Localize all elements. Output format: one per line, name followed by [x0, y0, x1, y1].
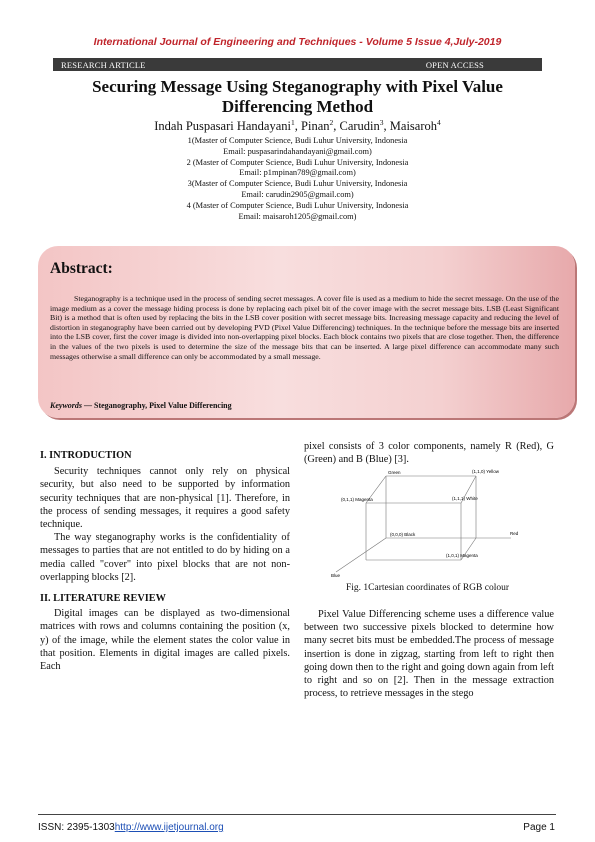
footer-issn [38, 822, 224, 833]
author-sup: 1 [291, 118, 295, 127]
research-article-tag: RESEARCH ARTICLE [61, 59, 146, 70]
paragraph: Security techniques cannot only rely on physical security, but also need to be supported by information security techniques that are non-physical [1]. Therefore, in the process of sending messages, it requires a good safety technique. [40, 466, 290, 531]
label-black: (0,0,0) Black [390, 532, 416, 537]
paragraph: Pixel Value Differencing scheme uses a difference value between two successive pixels blocked to determine how many secret bits must be embedded.The process of message insertion is done in zigzag, starting from left to right then going down then to the right and going down again from left to right and so on [2]. Then in the message extraction process, to retrieve messages in the stego [304, 609, 554, 700]
paragraph: The way steganography works is the confidentiality of messages to parties that are not entitled to do by hiding on a media called "cover" into pixel blocks that are not non-overlapping blocks [2]. [40, 532, 290, 583]
paper-title [40, 77, 555, 117]
affiliation-line: Email: maisaroh1205@gmail.com) [238, 211, 357, 221]
keywords-text: — Steganography, Pixel Value Differencing [84, 401, 232, 410]
author-name: Carudin [339, 119, 380, 134]
label-cyan: (1,0,1) Magenta [446, 553, 478, 558]
title-line-1: Securing Message Using Steganography with Pixel Value [92, 77, 503, 96]
section-heading-literature: II. LITERATURE REVIEW [40, 593, 166, 605]
paragraph: pixel consists of 3 color components, namely R (Red), G (Green) and B (Blue) [3]. [304, 441, 554, 466]
right-column-bottom [304, 608, 554, 700]
journal-header: International Journal of Engineering and Techniques - Volume 5 Issue 4,July-2019 [93, 36, 502, 48]
affiliation-line: 2 (Master of Computer Science, Budi Luhur University, Indonesia [186, 157, 409, 167]
author-name: Pinan [301, 119, 330, 134]
author-name: Indah Puspasari Handayani [154, 119, 292, 134]
abstract-heading: Abstract: [50, 260, 113, 277]
open-access-tag: OPEN ACCESS [425, 59, 484, 70]
keywords [50, 401, 232, 410]
author-sup: 4 [437, 118, 441, 127]
left-column [40, 449, 290, 673]
label-blue: Blue [331, 573, 341, 578]
affiliation-line: Email: puspasarindahandayani@gmail.com) [223, 146, 372, 156]
affiliation-line: Email: p1mpinan789@gmail.com) [239, 168, 356, 178]
label-white: (1,1,1) White [452, 496, 478, 501]
label-yellow: (1,1,0) Yellow [472, 469, 500, 474]
author-list: Indah Puspasari Handayani$^1$, Pinan$^2$, Carudin$^3$, Maisaroh$^4$ [154, 118, 441, 134]
issn-text: ISSN: 2395-1303 [38, 822, 115, 833]
rgb-cube-figure [326, 468, 536, 578]
author-sup: 2 [329, 118, 334, 127]
article-type-bar [53, 58, 542, 71]
affiliation-line: 4 (Master of Computer Science, Budi Luhur University, Indonesia [186, 200, 409, 210]
section-heading-introduction: I. INTRODUCTION [40, 450, 132, 461]
keywords-label: Keywords [50, 401, 82, 410]
right-column-top [304, 440, 554, 466]
title-line-2: Differencing Method [221, 97, 374, 116]
page-number: Page 1 [523, 822, 555, 833]
label-green: Green [388, 470, 401, 475]
figure-caption: Fig. 1Cartesian coordinates of RGB colour [345, 583, 510, 593]
paragraph: Digital images can be displayed as two-dimensional matrices with rows and columns containing the position (x, y) of the image, while the element states the color value in that position. Elements in digital images are called pixels. Each [40, 608, 290, 673]
affiliation-line: 1(Master of Computer Science, Budi Luhur University, Indonesia [187, 136, 408, 145]
journal-link[interactable]: http://www.ijetjournal.org [114, 822, 224, 833]
affiliation-line: Email: carudin2905@gmail.com) [241, 189, 354, 199]
affiliations [0, 136, 595, 222]
footer-divider [38, 814, 556, 815]
author-name: Maisaroh [389, 119, 437, 134]
label-magenta: (0,1,1) Magenta [341, 497, 373, 502]
author-sup: 3 [379, 118, 384, 127]
label-red: Red [510, 531, 519, 536]
abstract-text: Steganography is a technique used in the process of sending secret messages. A cover file is used as a medium to hide the secret message. On the use of the image medium as a cover the message hiding process is done by replacing each pixel bit of the cover image with the secret message bits. LSB (Least Significant Bit) is a method that is often used by replacing the bits in the LSB cover position with secret message bits. Increasing message capacity and reducing the level of distortion in steganography have been carried out by developing PVD (Pixel Value Differencing) techniques. In the technique before the message bits are inserted into the LSB cover, first the cover image is divided into non-overlapping pixel blocks. Each block contains two pixels that are close together. Then, the difference in the values of the two pixels is used to determine the size of the message bits that can be inserted. A large pixel difference can accommodate many such messages otherwise a small difference can only be accommodated by a small message. [50, 294, 559, 361]
affiliation-line: 3(Master of Computer Science, Budi Luhur University, Indonesia [187, 179, 408, 189]
